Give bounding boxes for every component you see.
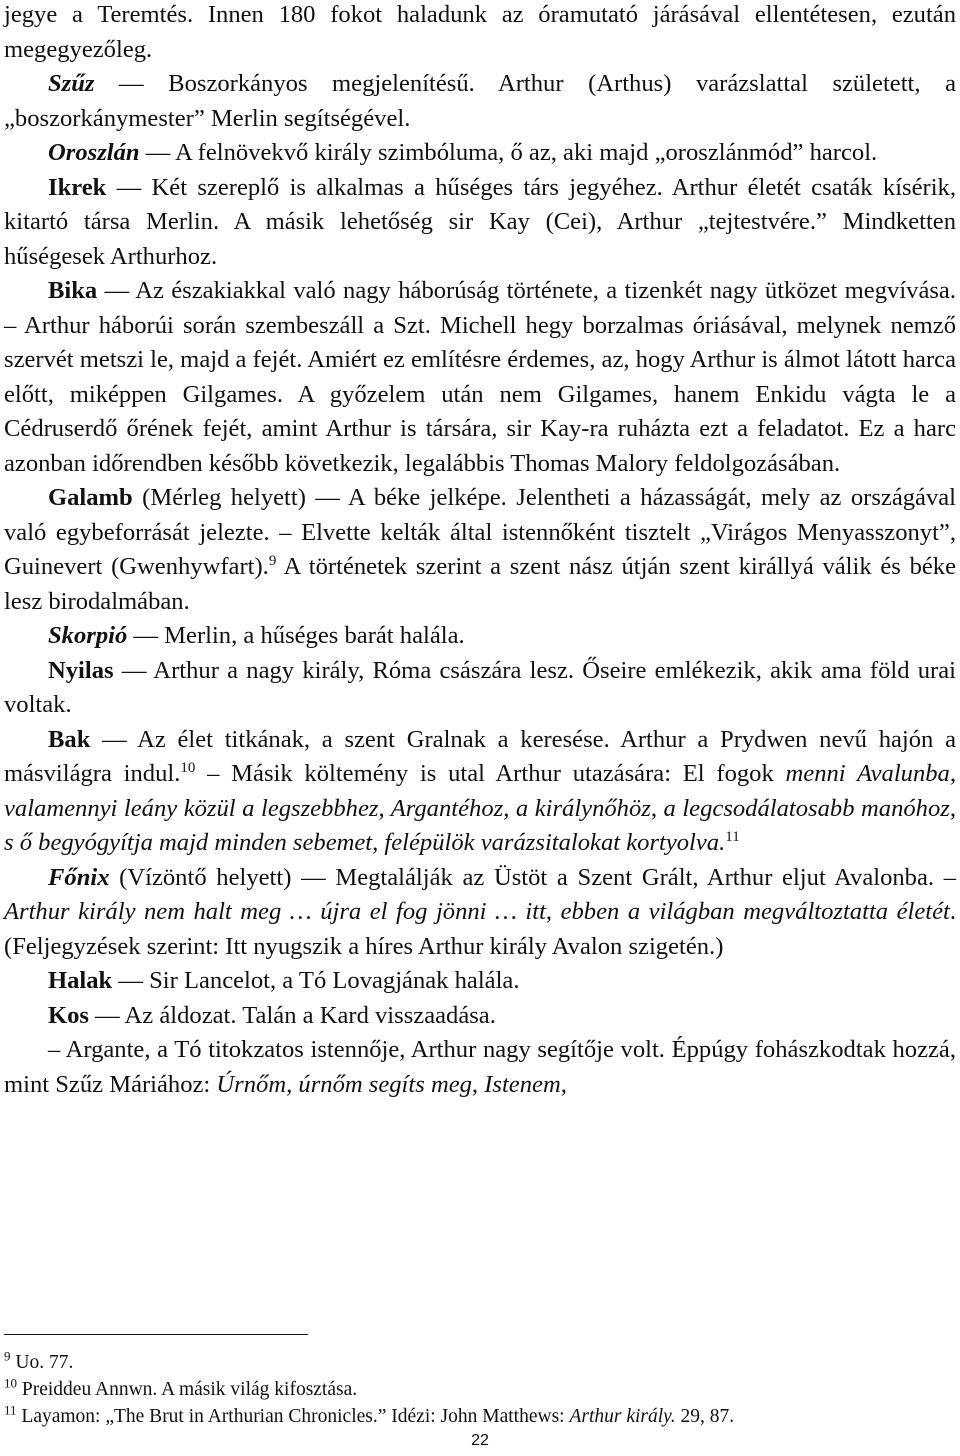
footnote-ref: 11 <box>725 828 740 845</box>
entry-term: Nyilas <box>48 656 114 684</box>
text-run: A történetek szerint a szent nász útján szent királlyá válik és béke lesz birodalmában. <box>4 553 956 615</box>
paragraph <box>4 0 956 67</box>
entry-term: Oroszlán <box>48 139 140 166</box>
footnote <box>4 1349 956 1376</box>
paragraph <box>4 171 956 275</box>
footnote <box>4 1376 956 1403</box>
body-text <box>4 0 956 1102</box>
paragraph <box>4 136 956 171</box>
text-run: — Sir Lancelot, a Tó Lovagjának halála. <box>112 967 520 994</box>
text-run: — Az északiakkal való nagy háborúság története, a tizenkét nagy ütközet megvívása. – Arthur háborúi során szembeszáll a Szt. Michell hegy borzalmas óriásával, melynek nemző szervét metszi le, majd a fejét. Amiért ez említésre érdemes, az, hogy Arthur is álmot látott harca előtt, miképpen Gilgames. A győzelem után nem Gilgames, hanem Enkidu vágta le a Cédruserdő őrének fejét, amint Arthur is társára, sir Kay-ra ruházta ezt a feladatot. Ez a harc azonban időrendben később következik, legalábbis Thomas Malory feldolgozásában. <box>4 277 956 477</box>
entry-term: Skorpió <box>48 622 128 649</box>
paragraph <box>4 619 956 654</box>
text-run: (Vízöntő helyett) — Megtalálják az Üstöt a Szent Grált, Arthur eljut Avalonba. – <box>109 863 956 891</box>
footnote-ref: 10 <box>180 759 196 776</box>
text-run: Uo. 77. <box>10 1352 74 1373</box>
text-run: 29, 87. <box>675 1406 735 1427</box>
entry-term: Halak <box>48 967 113 994</box>
paragraph <box>4 723 956 861</box>
paragraph <box>4 861 956 965</box>
text-run: — A felnövekvő király szimbóluma, ő az, aki majd „oroszlánmód” harcol. <box>139 139 878 166</box>
quote-text: Arthur király. <box>569 1406 676 1427</box>
footnote-ref: 9 <box>268 552 277 569</box>
entry-term: Bika <box>48 277 98 304</box>
footnote-number: 11 <box>4 1402 17 1418</box>
footnote-separator <box>4 1334 308 1335</box>
page-number: 22 <box>471 1432 489 1449</box>
entry-term: Kos <box>48 1001 89 1029</box>
text-run: – Argante, a Tó titokzatos istennője, Arthur nagy segítője volt. Éppúgy fohászkodtak hozzá, mint Szűz Máriához: <box>4 1036 956 1098</box>
text-run: (Mérleg helyett) — A béke jelképe. Jelentheti a házasságát, mely az országával való egybeforrását jelezte. – Elvette kelták által istennőként tisztelt „Virágos Menyasszonyt”, Guinevert (Gwenhywfart). <box>4 484 956 580</box>
paragraph <box>4 999 956 1034</box>
entry-term: Galamb <box>48 484 133 511</box>
text-run: — Merlin, a hűséges barát halála. <box>127 622 465 649</box>
text-run: Layamon: „The Brut in Arthurian Chronicles.” Idézi: John Matthews: <box>16 1406 570 1427</box>
entry-term: Főnix <box>48 863 110 891</box>
text-run: – Másik költemény is utal Arthur utazására: El fogok <box>195 760 786 787</box>
entry-term: Ikrek <box>48 173 107 201</box>
entry-term: Bak <box>48 725 91 753</box>
text-run: jegye a Teremtés. Innen 180 fokot haladunk az óramutató járásával ellentétesen, ezután megegyezőleg. <box>4 1 956 63</box>
text-run: — Boszorkányos megjelenítésű. Arthur (Arthus) varázslattal született, a „boszorkánymester” Merlin segítségével. <box>4 70 956 132</box>
text-run: Preiddeu Annwn. A másik világ kifosztása. <box>17 1379 358 1400</box>
paragraph <box>4 1033 956 1102</box>
footnote <box>4 1403 956 1430</box>
text-run: . (Feljegyzések szerint: Itt nyugszik a híres Arthur király Avalon szigetén.) <box>4 898 956 960</box>
paragraph <box>4 67 956 136</box>
footnotes <box>4 1349 956 1430</box>
paragraph <box>4 274 956 481</box>
entry-term: Szűz <box>48 70 95 97</box>
text-run: — Az élet titkának, a szent Gralnak a keresése. Arthur a Prydwen nevű hajón a másvilágra indul. <box>4 725 956 787</box>
text-run: — Az áldozat. Talán a Kard visszaadása. <box>89 1001 496 1029</box>
footnote-number: 10 <box>4 1375 17 1391</box>
paragraph <box>4 654 956 723</box>
text-run: — Két szereplő is alkalmas a hűséges társ jegyéhez. Arthur életét csaták kísérik, kitartó társa Merlin. A másik lehetőség sir Kay (Cei), Arthur „tejtestvére.” Mindketten hűségesek Arthurhoz. <box>4 173 956 270</box>
quote-text: menni Avalunba, valamennyi leány közül a legszebbhez, Argantéhoz, a királynőhöz, a legcsodálatosabb manóhoz, s ő begyógyítja majd minden sebemet, felépülök varázsitalokat kortyolva. <box>4 760 956 856</box>
quote-text: Arthur király nem halt meg … újra el fog jönni … itt, ebben a világban megváltoztatta életét <box>4 898 950 925</box>
paragraph <box>4 481 956 619</box>
quote-text: Úrnőm, úrnőm segíts meg, Istenem, <box>216 1070 567 1098</box>
footnote-number: 9 <box>4 1348 11 1364</box>
text-run: — Arthur a nagy király, Róma császára lesz. Őseire emlékezik, akik ama föld urai voltak. <box>4 656 956 718</box>
paragraph <box>4 964 956 999</box>
